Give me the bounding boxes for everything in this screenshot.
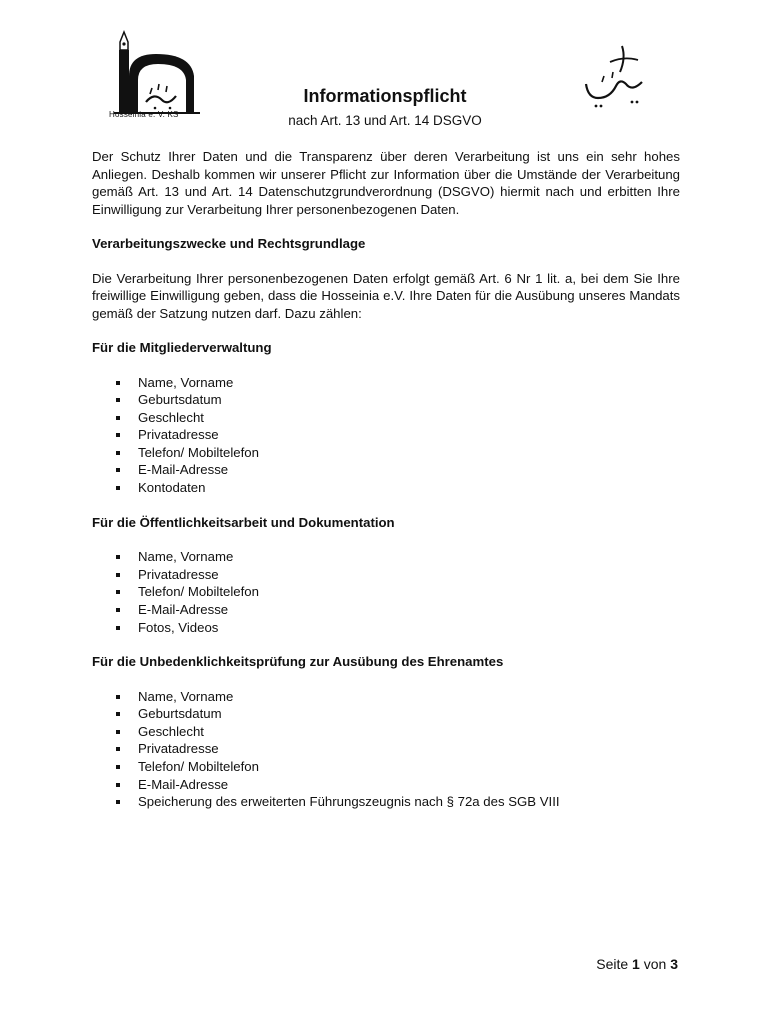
page-number [596, 956, 678, 972]
list-members [92, 374, 680, 497]
list-item: Privatadresse [92, 426, 680, 444]
list-item: Geburtsdatum [92, 705, 680, 723]
list-item: Telefon/ Mobiltelefon [92, 583, 680, 601]
document-body [92, 148, 680, 811]
list-item: Fotos, Videos [92, 619, 680, 637]
page-title: Informationspflicht [303, 86, 467, 106]
list-item: E-Mail-Adresse [92, 461, 680, 479]
list-item: Geschlecht [92, 723, 680, 741]
list-item: Kontodaten [92, 479, 680, 497]
page-number-prefix: Seite [596, 956, 629, 972]
list-item: E-Mail-Adresse [92, 601, 680, 619]
list-public-relations [92, 548, 680, 636]
list-item: Name, Vorname [92, 548, 680, 566]
purpose-paragraph: Die Verarbeitung Ihrer personenbezogenen Daten erfolgt gemäß Art. 6 Nr 1 lit. a, bei dem Sie Ihre freiwillige Einwilligung geben, dass die Hosseinia e.V. Ihre Daten für die Ausübung unseres Mandats gemäß der Satzung nutzen darf. Dazu zählen: [92, 270, 680, 321]
page-number-middle: von [643, 956, 667, 972]
page-number-total: 3 [670, 956, 678, 972]
list-clearance-check [92, 688, 680, 811]
list-item: Privatadresse [92, 566, 680, 584]
page-subtitle: nach Art. 13 und Art. 14 DSGVO [288, 113, 482, 128]
list-item: Telefon/ Mobiltelefon [92, 758, 680, 776]
list-heading-members: Für die Mitgliederverwaltung [92, 340, 272, 355]
list-item: Geschlecht [92, 409, 680, 427]
list-item: Name, Vorname [92, 374, 680, 392]
intro-paragraph: Der Schutz Ihrer Daten und die Transparenz über deren Verarbeitung ist uns ein sehr hohes Anliegen. Deshalb kommen wir unserer Pflicht zur Information über die Umstände der Verarbeitung gemäß Art. 13 und Art. 14 Datenschutzgrundverordnung (DSGVO) hiermit nach und erbitten Ihre Einwilligung zur Verarbeitung Ihrer personenbezogenen Daten. [92, 149, 680, 217]
list-item: Privatadresse [92, 740, 680, 758]
list-heading-public-relations: Für die Öffentlichkeitsarbeit und Dokumentation [92, 514, 395, 530]
list-heading-clearance-check: Für die Unbedenklichkeitsprüfung zur Ausübung des Ehrenamtes [92, 654, 504, 670]
purpose-heading: Verarbeitungszwecke und Rechtsgrundlage [92, 236, 366, 251]
list-item: Name, Vorname [92, 688, 680, 706]
logo-caption: Hosseinia e. V. KS [109, 110, 179, 119]
list-item: Telefon/ Mobiltelefon [92, 444, 680, 462]
list-item: E-Mail-Adresse [92, 776, 680, 794]
list-item: Speicherung des erweiterten Führungszeugnis nach § 72a des SGB VIII [92, 793, 680, 811]
list-item: Geburtsdatum [92, 391, 680, 409]
page-number-current: 1 [632, 956, 640, 972]
